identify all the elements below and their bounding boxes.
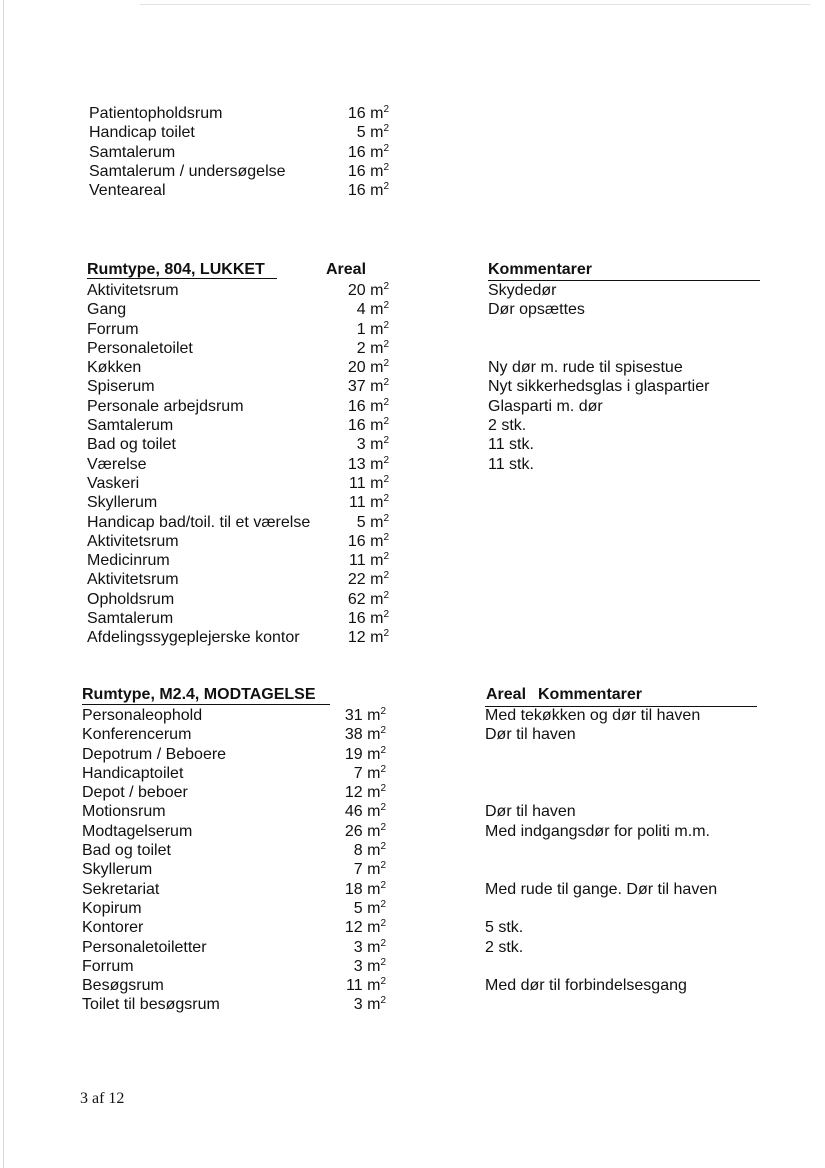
area-unit: m [367,745,381,763]
comments-header: Kommentarer [488,261,593,278]
area-unit: m [370,532,384,550]
area-value: 46 [344,803,363,821]
room-comment: Glasparti m. dør [488,397,603,415]
area-value: 7 [353,764,363,782]
room-area [89,123,389,142]
header-rule [87,278,277,279]
header-rule [82,704,330,705]
area-unit-exponent: 2 [383,396,389,408]
room-name: Aktivitetsrum [87,571,179,589]
area-unit-exponent: 2 [380,976,386,988]
table-row [89,123,449,142]
area-value: 16 [347,397,366,415]
room-comment: Med indgangsdør for politi m.m. [485,822,710,840]
area-value: 3 [353,957,363,975]
area-unit-exponent: 2 [383,104,389,115]
area-unit-exponent: 2 [380,898,386,910]
area-unit: m [370,162,384,180]
area-value: 16 [347,417,366,435]
room-name: Aktivitetsrum [87,282,179,299]
area-unit: m [367,919,381,937]
room-name: Kopirum [82,899,142,917]
table-row [87,300,767,319]
room-name: Vaskeri [87,474,140,492]
table-row [87,628,767,647]
area-unit-exponent: 2 [383,628,389,640]
area-unit: m [370,494,384,512]
area-unit: m [370,455,384,473]
area-unit-exponent: 2 [380,937,386,949]
area-unit: m [370,359,384,377]
room-area [89,162,389,181]
area-unit-exponent: 2 [380,956,386,968]
room-name: Depot / beboer [82,784,188,802]
room-name: Køkken [87,359,142,377]
area-unit: m [370,629,384,647]
table-row [89,143,449,162]
room-name: Skyllerum [82,861,153,879]
table-row [87,455,767,474]
area-value: 2 [356,339,366,357]
area-value: 20 [347,282,366,299]
area-value: 19 [344,745,363,763]
area-value: 8 [353,842,363,860]
area-value: 20 [347,359,366,377]
room-comment: Med dør til forbindelsesgang [485,977,687,995]
area-value: 7 [353,861,363,879]
area-unit-exponent: 2 [380,821,386,833]
comments-header: Kommentarer [538,686,643,703]
room-name: Afdelingssygeplejerske kontor [87,629,300,647]
area-unit: m [370,397,384,415]
table-row [87,339,767,358]
area-value: 13 [347,455,366,473]
area-header: Areal [326,261,367,278]
area-value: 16 [347,162,366,180]
room-name: Medicinrum [87,552,170,570]
area-unit-exponent: 2 [383,473,389,485]
room-area [82,938,386,957]
room-area [82,706,386,725]
area-unit: m [370,474,384,492]
area-unit-exponent: 2 [383,531,389,543]
room-comment: 2 stk. [488,417,527,435]
area-value: 5 [356,513,366,531]
room-name: Gang [87,301,127,319]
table-header [82,684,762,706]
room-comment: 5 stk. [485,919,524,937]
room-name: Spiserum [87,378,155,396]
room-name: Forrum [82,957,134,975]
room-area [82,918,386,937]
table-row [87,532,767,551]
room-area [87,358,389,377]
area-unit: m [367,899,381,917]
area-unit: m [370,105,384,122]
area-value: 11 [349,494,366,512]
room-comment: Med tekøkken og dør til haven [485,707,701,724]
room-name: Handicap bad/toil. til et værelse [87,513,311,531]
room-name: Toilet til besøgsrum [82,996,220,1014]
room-area [87,493,389,512]
room-name: Handicap toilet [89,124,195,142]
area-unit: m [370,182,384,200]
room-area [87,551,389,570]
room-name: Depotrum / Beboere [82,745,227,763]
area-value: 11 [346,977,363,995]
room-comment: Skydedør [488,282,557,299]
table-row [87,377,767,396]
table-row [87,281,767,300]
area-value: 62 [347,590,366,608]
area-value: 3 [353,938,363,956]
room-name: Samtalerum [87,610,174,628]
area-unit-exponent: 2 [380,802,386,814]
room-area [87,435,389,454]
room-area [87,281,389,300]
room-area [82,899,386,918]
table-row [82,841,762,860]
room-area [82,745,386,764]
area-unit: m [370,417,384,435]
table-row [82,938,762,957]
room-name: Skyllerum [87,494,158,512]
area-unit: m [367,957,381,975]
area-unit: m [370,436,384,454]
room-name: Besøgsrum [82,977,164,995]
table-row [82,899,762,918]
area-unit-exponent: 2 [383,161,389,173]
area-value: 16 [347,532,366,550]
room-name: Værelse [87,455,147,473]
room-area [87,532,389,551]
area-value: 16 [347,105,366,122]
area-unit: m [367,707,381,724]
area-unit-exponent: 2 [380,879,386,891]
table-row [87,493,767,512]
room-name: Aktivitetsrum [87,532,179,550]
area-unit-exponent: 2 [380,744,386,756]
room-area [82,783,386,802]
area-unit: m [370,320,384,338]
room-comment: Dør opsættes [488,301,585,319]
area-unit: m [370,610,384,628]
area-unit: m [370,513,384,531]
area-unit: m [367,996,381,1014]
area-unit-exponent: 2 [383,512,389,524]
area-value: 26 [344,822,363,840]
area-unit: m [367,726,381,744]
table-row [82,764,762,783]
area-unit-exponent: 2 [383,300,389,312]
room-comment: Nyt sikkerhedsglas i glaspartier [488,378,710,396]
room-area [82,995,386,1014]
table-row [87,397,767,416]
room-area [87,455,389,474]
area-unit-exponent: 2 [380,841,386,853]
area-unit-exponent: 2 [380,860,386,872]
area-unit: m [370,124,384,142]
area-unit-exponent: 2 [383,358,389,370]
room-comment: Dør til haven [485,803,576,821]
room-area [87,416,389,435]
area-unit: m [367,764,381,782]
room-comment: 2 stk. [485,938,524,956]
area-value: 12 [344,784,363,802]
area-unit-exponent: 2 [380,918,386,930]
room-name: Samtalerum / undersøgelse [89,162,286,180]
area-unit: m [370,571,384,589]
table-row [87,416,767,435]
section-title: Rumtype, M2.4, MODTAGELSE [82,686,316,703]
area-unit: m [370,143,384,161]
area-value: 5 [356,124,366,142]
area-value: 1 [356,320,366,338]
area-unit-exponent: 2 [383,181,389,193]
room-area [82,957,386,976]
area-unit: m [367,880,381,898]
room-area [82,880,386,899]
area-unit: m [367,784,381,802]
table-row [82,957,762,976]
room-area [89,143,389,162]
table-row [87,474,767,493]
room-name: Samtalerum [87,417,174,435]
area-value: 16 [347,143,366,161]
area-unit-exponent: 2 [380,725,386,737]
section-title: Rumtype, 804, LUKKET [87,261,265,278]
area-value: 22 [347,571,366,589]
area-unit: m [370,378,384,396]
room-area [89,104,389,123]
room-area [87,377,389,396]
table-row [87,570,767,589]
room-name: Modtagelserum [82,822,193,840]
area-unit-exponent: 2 [383,142,389,154]
room-name: Handicaptoilet [82,764,184,782]
table-row [82,860,762,879]
table-row [89,162,449,181]
table-row [87,358,767,377]
room-name: Motionsrum [82,803,166,821]
area-unit-exponent: 2 [380,706,386,717]
area-unit-exponent: 2 [380,763,386,775]
room-table-804-lukket [87,259,767,648]
room-name: Bad og toilet [87,436,176,454]
room-name: Venteareal [89,182,166,200]
table-row [87,609,767,628]
table-row [82,706,762,725]
room-name: Opholdsrum [87,590,175,608]
area-unit-exponent: 2 [380,783,386,795]
area-value: 16 [347,610,366,628]
room-name: Forrum [87,320,139,338]
room-name: Sekretariat [82,880,160,898]
area-unit-exponent: 2 [383,377,389,389]
table-row [87,320,767,339]
area-value: 16 [347,182,366,200]
room-list-continued [89,104,449,200]
area-value: 4 [356,301,366,319]
room-area [87,320,389,339]
table-row [82,995,762,1014]
area-unit-exponent: 2 [383,570,389,582]
area-value: 18 [344,880,363,898]
table-row [82,880,762,899]
area-value: 38 [344,726,363,744]
area-unit: m [367,822,381,840]
page-edge [140,4,810,5]
page-edge [3,0,4,1168]
area-unit-exponent: 2 [383,338,389,350]
room-comment: Med rude til gange. Dør til haven [485,880,718,898]
room-area [89,181,389,200]
room-comment: Ny dør m. rude til spisestue [488,359,683,377]
room-name: Patientopholdsrum [89,105,223,122]
area-unit: m [370,339,384,357]
room-area [87,570,389,589]
table-row [87,513,767,532]
area-unit-exponent: 2 [383,435,389,447]
table-row [87,435,767,454]
room-comment: 11 stk. [488,436,534,454]
area-unit-exponent: 2 [383,319,389,331]
area-unit: m [367,803,381,821]
area-value: 31 [344,707,363,724]
area-unit-exponent: 2 [383,551,389,563]
room-area [87,609,389,628]
room-area [82,764,386,783]
area-unit: m [370,301,384,319]
area-unit-exponent: 2 [383,281,389,292]
table-row [89,181,449,200]
area-unit: m [370,282,384,299]
room-name: Bad og toilet [82,842,171,860]
room-area [82,976,386,995]
room-comment: 11 stk. [488,455,534,473]
table-row [82,783,762,802]
area-header: Areal [486,686,527,703]
room-area [87,513,389,532]
area-unit-exponent: 2 [383,123,389,135]
table-row [89,104,449,123]
room-area [87,590,389,609]
table-row [82,822,762,841]
room-area [82,822,386,841]
area-unit-exponent: 2 [383,609,389,621]
area-value: 5 [353,899,363,917]
page-number: 3 af 12 [80,1090,125,1107]
area-unit-exponent: 2 [383,493,389,505]
area-value: 3 [356,436,366,454]
area-value: 12 [344,919,363,937]
area-unit-exponent: 2 [383,454,389,466]
area-value: 12 [347,629,366,647]
room-name: Personaletoiletter [82,938,207,956]
room-name: Personaleophold [82,707,203,724]
table-row [87,551,767,570]
table-row [82,976,762,995]
room-area [87,474,389,493]
table-row [82,918,762,937]
area-value: 37 [347,378,366,396]
room-table-m24-modtagelse [82,684,762,1015]
room-area [87,397,389,416]
area-value: 11 [349,552,366,570]
area-unit: m [367,861,381,879]
room-area [82,860,386,879]
area-unit: m [367,977,381,995]
area-unit-exponent: 2 [380,995,386,1007]
area-unit: m [370,552,384,570]
area-value: 11 [349,474,366,492]
area-unit: m [367,938,381,956]
room-name: Kontorer [82,919,144,937]
area-unit: m [370,590,384,608]
room-name: Personaletoilet [87,339,193,357]
room-area [87,300,389,319]
room-name: Samtalerum [89,143,176,161]
room-area [87,628,389,647]
room-area [82,841,386,860]
area-unit-exponent: 2 [383,589,389,601]
room-area [87,339,389,358]
room-name: Konferencerum [82,726,192,744]
table-row [87,590,767,609]
room-area [82,802,386,821]
table-row [82,802,762,821]
area-unit: m [367,842,381,860]
table-row [82,725,762,744]
room-name: Personale arbejdsrum [87,397,244,415]
area-value: 3 [353,996,363,1014]
room-comment: Dør til haven [485,726,576,744]
area-unit-exponent: 2 [383,416,389,428]
room-area [82,725,386,744]
table-row [82,745,762,764]
